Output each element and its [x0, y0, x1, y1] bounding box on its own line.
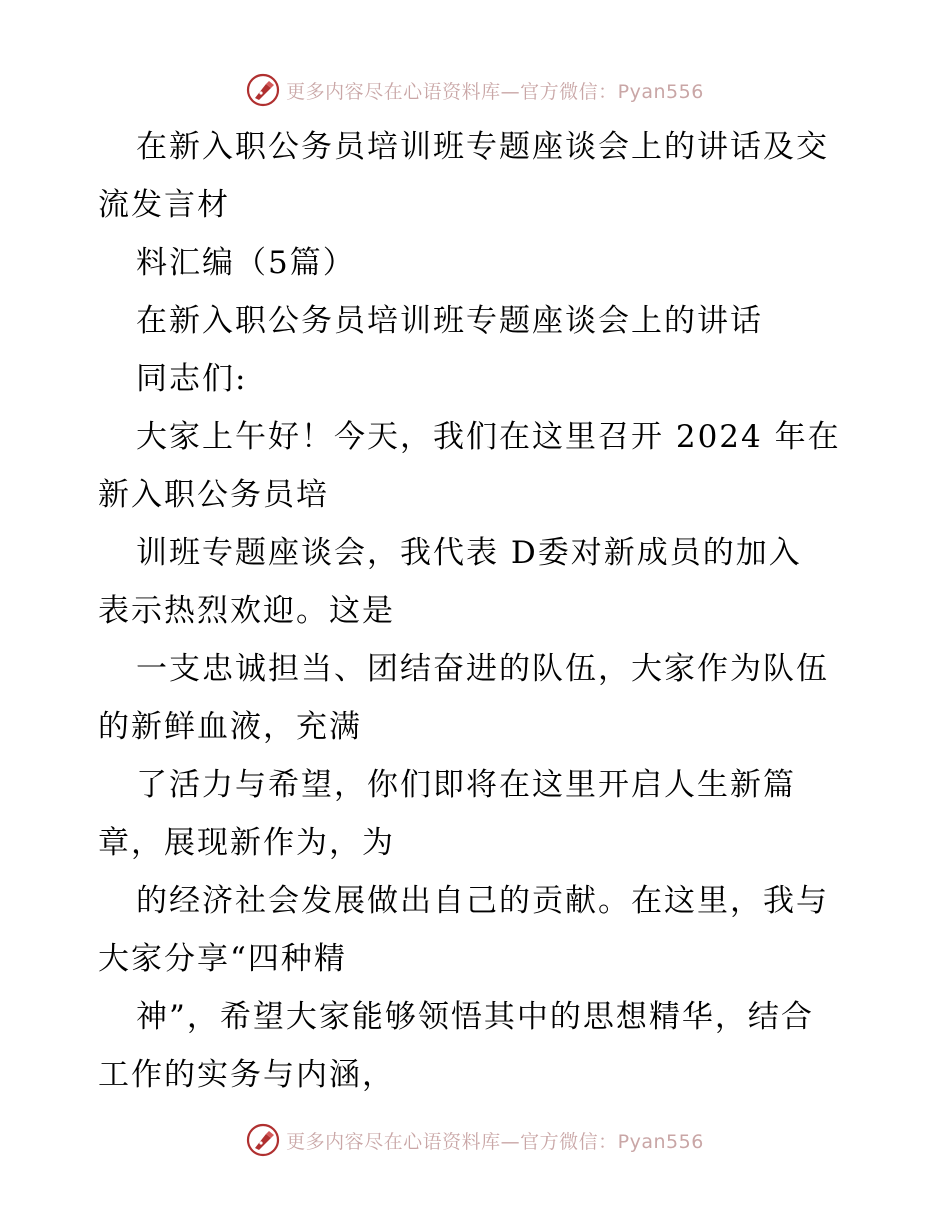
text-line: 在新入职公务员培训班专题座谈会上的讲话及交 — [136, 129, 829, 165]
text-line: 章，展现新作为，为 — [98, 825, 395, 861]
text-line: 表示热烈欢迎。这是 — [98, 593, 395, 629]
text-line: 在新入职公务员培训班专题座谈会上的讲话 — [136, 303, 763, 339]
text-line: 大家分享“四种精 — [98, 941, 347, 977]
text-line: 神”，希望大家能够领悟其中的思想精华，结合 — [136, 999, 814, 1035]
header-watermark-banner — [0, 70, 950, 110]
footer-banner-text: 更多内容尽在心语资料库—官方微信：Pyan556 — [286, 1130, 704, 1153]
text-line: 同志们: — [136, 361, 248, 397]
text-line: 了活力与希望，你们即将在这里开启人生新篇 — [136, 767, 796, 803]
text-line: 训班专题座谈会，我代表 D委对新成员的加入 — [136, 535, 802, 571]
footer-watermark-banner — [0, 1120, 950, 1160]
pen-nib-logo-icon — [246, 1123, 280, 1157]
pen-nib-logo-icon — [246, 73, 280, 107]
text-line: 一支忠诚担当、团结奋进的队伍，大家作为队伍 — [136, 651, 829, 687]
text-line: 的新鲜血液，充满 — [98, 709, 362, 745]
text-line: 大家上午好！今天，我们在这里召开 2024 年在 — [136, 419, 841, 455]
text-line: 的经济社会发展做出自己的贡献。在这里，我与 — [136, 883, 829, 919]
text-line: 流发言材 — [98, 187, 230, 223]
text-line: 工作的实务与内涵， — [98, 1057, 395, 1093]
text-line: 料汇编（5篇） — [136, 245, 356, 281]
text-line: 新入职公务员培 — [98, 477, 329, 513]
document-body — [98, 118, 858, 1104]
header-banner-text: 更多内容尽在心语资料库—官方微信：Pyan556 — [286, 80, 704, 103]
